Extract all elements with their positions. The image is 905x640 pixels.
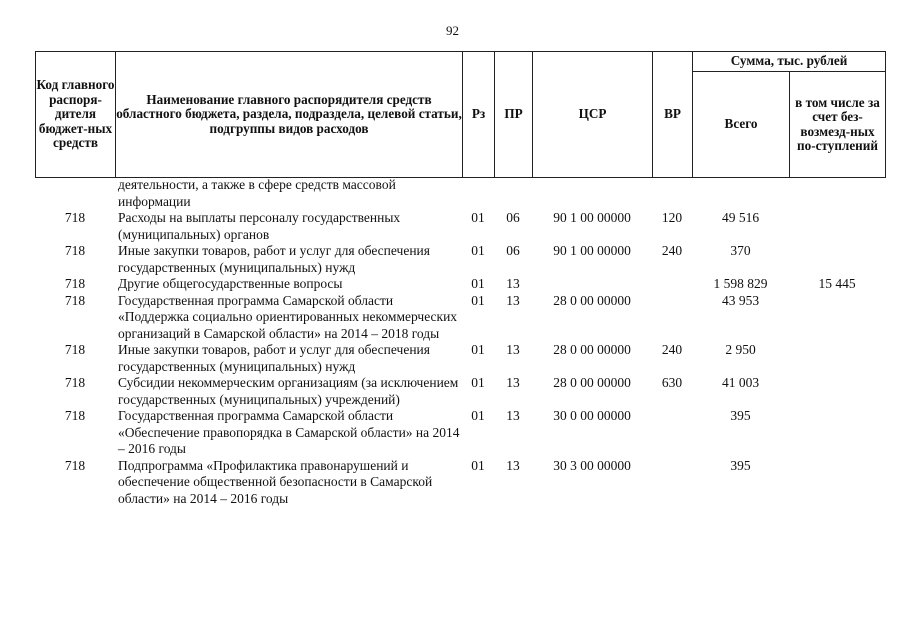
table-row (35, 458, 885, 508)
row-pr: 13 (506, 375, 520, 390)
row-total: 1 598 829 (713, 276, 768, 291)
row-pr: 13 (506, 408, 520, 423)
row-rz: 01 (471, 342, 485, 357)
row-name: деятельности, а также в сфере средств массовой информации (118, 177, 396, 209)
table-row (35, 408, 885, 458)
table-row (35, 177, 885, 210)
table-row (35, 293, 885, 343)
row-csr: 90 1 00 00000 (553, 243, 631, 258)
row-name: Иные закупки товаров, работ и услуг для обеспечения государственных (муниципальных) нужд (118, 342, 430, 374)
header-csr: ЦСР (533, 52, 653, 178)
row-name: Расходы на выплаты персоналу государственных (муниципальных) органов (118, 210, 401, 242)
row-code (35, 177, 115, 210)
row-rz: 01 (471, 375, 485, 390)
row-total (692, 177, 789, 210)
header-bezvozm: в том числе за счет без-возмезд-ных по-ступлений (790, 72, 886, 178)
row-vr (652, 458, 692, 508)
row-bezvozm (789, 293, 885, 343)
row-pr (494, 177, 532, 210)
row-total: 41 003 (721, 375, 760, 390)
header-pr: ПР (495, 52, 533, 178)
row-total: 49 516 (721, 210, 760, 225)
row-bezvozm (789, 408, 885, 458)
table-row (35, 210, 885, 243)
row-bezvozm (789, 177, 885, 210)
row-name: Государственная программа Самарской области «Обеспечение правопорядка в Самарской области» на 2014 – 2016 годы (118, 408, 460, 456)
row-pr: 13 (506, 292, 520, 308)
row-code: 718 (64, 457, 86, 473)
row-rz: 01 (471, 457, 485, 473)
page-number: 92 (446, 23, 459, 38)
row-vr (652, 293, 692, 343)
row-code: 718 (64, 408, 86, 423)
row-pr: 06 (506, 210, 520, 225)
row-vr (652, 177, 692, 210)
row-csr: 90 1 00 00000 (553, 210, 631, 225)
row-csr (532, 276, 652, 293)
table-row (35, 375, 885, 408)
row-vr: 630 (661, 375, 683, 390)
row-total: 395 (730, 457, 751, 473)
row-name: Государственная программа Самарской области «Поддержка социально ориентированных некоммерческих организаций в Самарской области» на 2014 – 2018 годы (118, 292, 458, 341)
row-code: 718 (64, 276, 86, 291)
row-csr (532, 177, 652, 210)
row-rz: 01 (471, 408, 485, 423)
row-total: 2 950 (725, 342, 756, 357)
row-csr: 28 0 00 00000 (553, 375, 631, 390)
row-csr: 30 3 00 00000 (553, 457, 631, 473)
header-sum: Сумма, тыс. рублей (693, 52, 886, 72)
row-bezvozm (789, 243, 885, 276)
row-total: 395 (730, 408, 751, 423)
row-csr: 30 0 00 00000 (553, 408, 631, 423)
row-vr (652, 276, 692, 293)
row-code: 718 (64, 375, 86, 390)
row-code: 718 (64, 342, 86, 357)
row-rz: 01 (471, 210, 485, 225)
row-vr: 120 (661, 210, 683, 225)
row-name: Подпрограмма «Профилактика правонарушений и обеспечение общественной безопасности в Самарской области» на 2014 – 2016 годы (118, 457, 433, 506)
row-name: Иные закупки товаров, работ и услуг для обеспечения государственных (муниципальных) нужд (118, 243, 430, 275)
row-code: 718 (64, 243, 86, 258)
row-code: 718 (64, 292, 86, 308)
row-bezvozm (789, 458, 885, 508)
header-vr: ВР (653, 52, 693, 178)
row-vr: 240 (661, 243, 683, 258)
row-bezvozm (789, 342, 885, 375)
row-bezvozm: 15 445 (818, 276, 856, 291)
row-vr: 240 (661, 342, 683, 357)
row-bezvozm (789, 210, 885, 243)
row-rz: 01 (471, 243, 485, 258)
row-name: Субсидии некоммерческим организациям (за исключением государственных (муниципальных) учреждений) (118, 375, 459, 407)
row-code: 718 (64, 210, 86, 225)
row-rz (462, 177, 494, 210)
row-total: 370 (730, 243, 751, 258)
table-header (35, 51, 886, 178)
row-pr: 13 (506, 276, 520, 291)
row-pr: 13 (506, 457, 520, 473)
row-pr: 13 (506, 342, 520, 357)
row-bezvozm (789, 375, 885, 408)
row-name: Другие общегосударственные вопросы (118, 276, 343, 291)
header-code: Код главного распоря-дителя бюджет-ных средств (36, 52, 116, 178)
row-rz: 01 (471, 276, 485, 291)
row-csr: 28 0 00 00000 (553, 292, 631, 308)
data-table (35, 177, 885, 507)
row-vr (652, 408, 692, 458)
row-pr: 06 (506, 243, 520, 258)
table-row (35, 276, 885, 293)
table-row (35, 243, 885, 276)
header-total: Всего (693, 72, 790, 178)
row-csr: 28 0 00 00000 (553, 342, 631, 357)
row-rz: 01 (471, 292, 485, 308)
header-name: Наименование главного распорядителя средств областного бюджета, раздела, подраздела, целевой статьи, подгруппы видов расходов (116, 52, 463, 178)
row-total: 43 953 (721, 292, 760, 308)
header-rz: Рз (463, 52, 495, 178)
table-row (35, 342, 885, 375)
